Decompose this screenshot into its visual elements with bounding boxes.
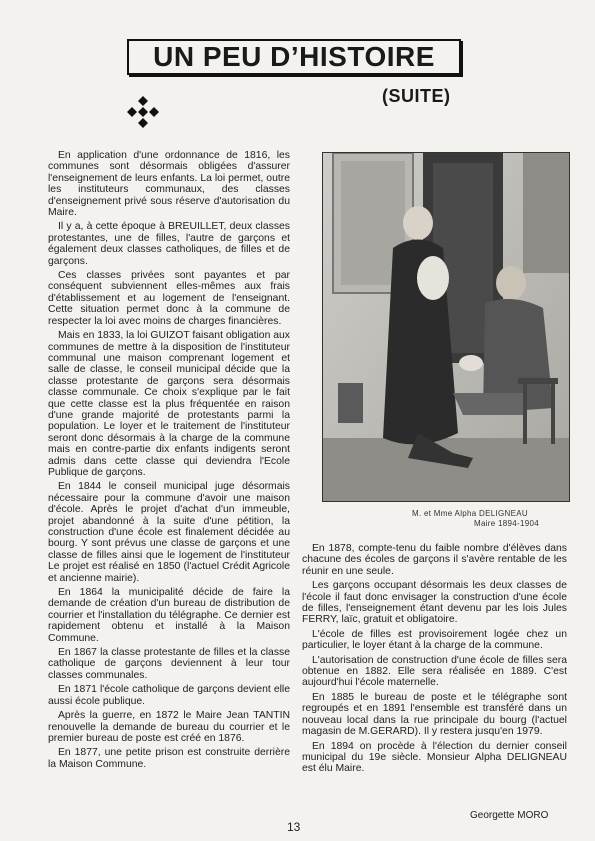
paragraph: En 1844 le conseil municipal juge désormais nécessaire pour la commune d'avoir une maison d'école. Après le projet d'achat d'un immeuble, projet abandonné à la suite d'une pétition, la construction d'une école est finalement décidée au bourg. Y sont prévus une classe de garçons et une classe de filles ainsi que le logement de l'instituteur Le projet est réalisé en 1850 (l'actuel Crédit Agricole et ancienne mairie). [48,481,290,584]
photo-caption [412,509,572,529]
diamond-ornament-icon [126,95,160,129]
caption-line: Maire 1894-1904 [474,519,539,528]
couple-photo-illustration [323,153,569,501]
paragraph: En 1878, compte-tenu du faible nombre d'élèves dans chacune des écoles de garçons il s'avère rentable de les réunir en une seule. [302,543,567,577]
author-signature: Georgette MORO [470,810,549,821]
paragraph: En 1871 l'école catholique de garçons devient elle aussi école publique. [48,684,290,707]
caption-line: M. et Mme Alpha DELIGNEAU [412,509,528,518]
paragraph: En 1894 on procède à l'élection du dernier conseil municipal du 19e siècle. Monsieur Alpha DELIGNEAU est élu Maire. [302,740,567,775]
paragraph: Après la guerre, en 1872 le Maire Jean TANTIN renouvelle la demande de bureau du courrier et le premier bureau de poste est créé en 1876. [48,710,290,744]
article-column-left [48,150,290,773]
paragraph: En 1864 la municipalité décide de faire la demande de création d'un bureau de distribution de courrier et l'installation du télégraphe. Ce dernier est rapidement obtenu et installé à la Maison Commune. [48,587,290,644]
page-title: UN PEU D’HISTOIRE [127,39,461,75]
paragraph: Mais en 1833, la loi GUIZOT faisant obligation aux communes de mettre à la disposition de l'instituteur communal une maison comprenant logement et salle de classe, le conseil municipal décide que la classe protestante de garçons sera désormais classe communale. Ce choix s'explique par le fait que cette classe est la plus fréquentée en raison d'une grande majorité de protestants parmi la population. Le loyer et le traitement de l'instituteur seront donc désormais à la charge de la commune mais en contre-partie dix enfants indigents seront admis dans cette classe qui deviendra l'Ecole Publique de garçons. [48,330,290,478]
historical-photo [322,152,570,502]
paragraph: Les garçons occupant désormais les deux classes de l'école il faut donc envisager la construction d'une école de filles, l'enseignement étant devenu par les lois Jules FERRY, laïc, gratuit et obligatoire. [302,580,567,626]
paragraph: L'école de filles est provisoirement logée chez un particulier, le loyer étant à la charge de la commune. [302,628,567,652]
article-column-right [302,543,567,778]
paragraph: En 1867 la classe protestante de filles et la classe catholique de garçons deviennent à leur tour classes communales. [48,647,290,681]
paragraph: Il y a, à cette époque à BREUILLET, deux classes protestantes, une de filles, l'autre de garçons et également deux classes catholiques, de filles et de garçons. [48,221,290,267]
page-subtitle: (SUITE) [382,86,451,106]
paragraph: L'autorisation de construction d'une école de filles sera obtenue en 1882. Elle sera réalisée en 1889. C'est aujourd'hui l'école maternelle. [302,654,567,689]
paragraph: Ces classes privées sont payantes et par conséquent subviennent elles-mêmes aux frais d'établissement et au logement de l'enseignant. Cette situation permet donc à la commune de respecter la loi avec moins de charges financières. [48,270,290,327]
paragraph: En application d'une ordonnance de 1816, les communes sont désormais obligées d'assurer l'enseignement de leurs enfants. La loi permet, outre les instituteurs communaux, des classes d'enseignement privé sous réserve d'autorisation du Maire. [48,150,290,219]
paragraph: En 1877, une petite prison est construite derrière la Maison Commune. [48,747,290,770]
page-number: 13 [287,820,301,834]
paragraph: En 1885 le bureau de poste et le télégraphe sont regroupés et en 1891 l'ensemble est transféré dans un nouveau local dans la rue principale du bourg (l'actuel magasin de M.GERARD). Il y restera jusqu'en 1979. [302,691,567,738]
